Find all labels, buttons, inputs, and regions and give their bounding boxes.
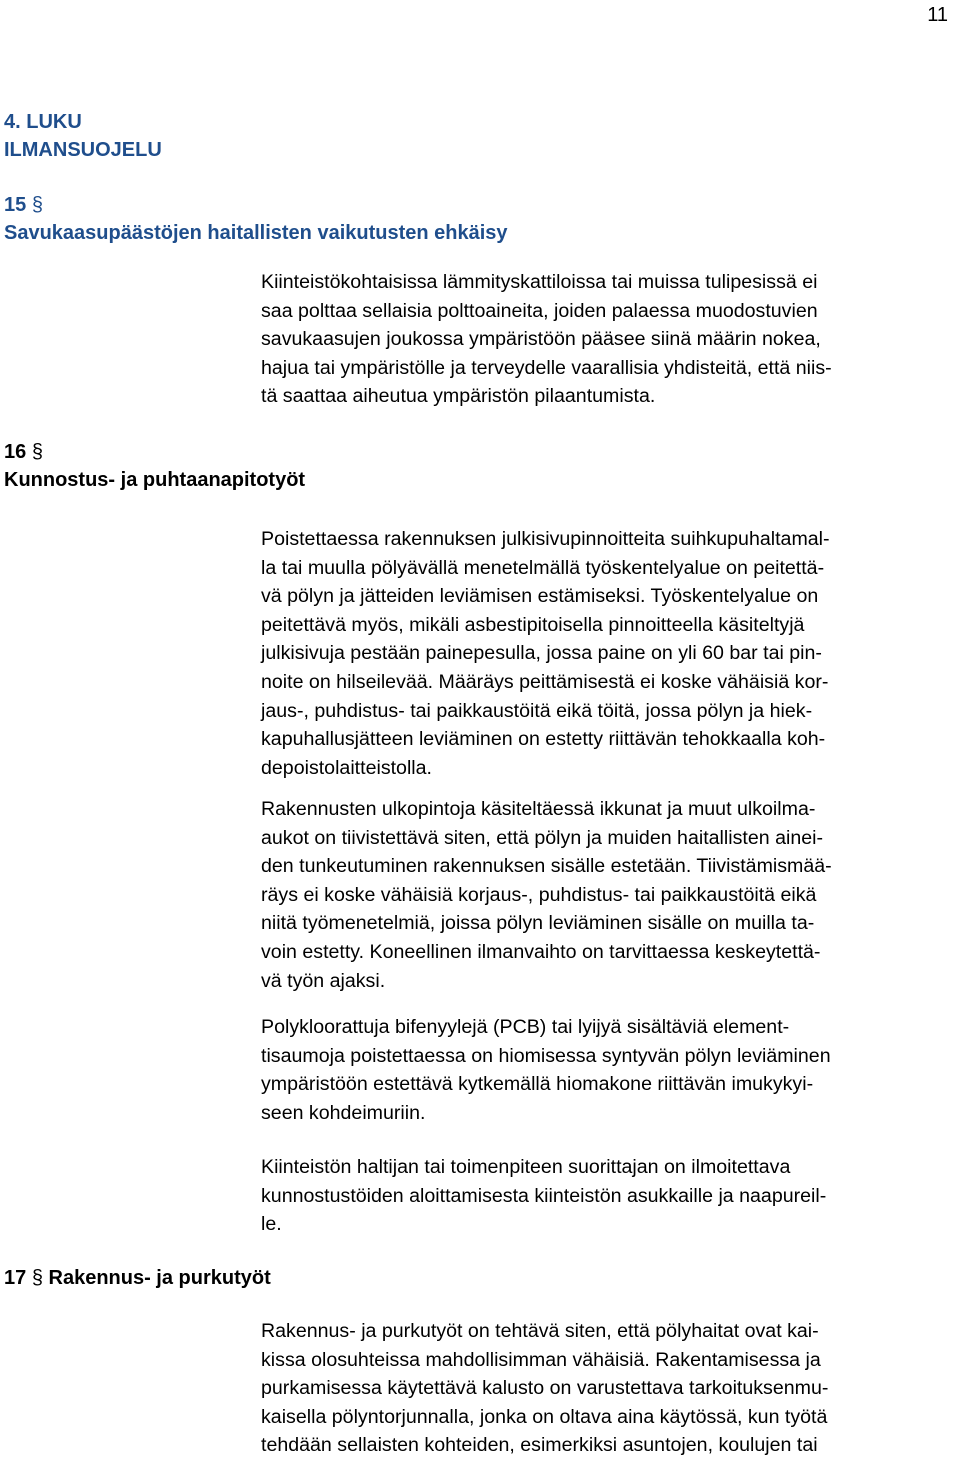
- section-17-heading: [4, 1264, 271, 1292]
- text-line: den tunkeutuminen rakennuksen sisälle estetään. Tiivistämismää-: [261, 855, 832, 878]
- text-line: niitä työmenetelmiä, joissa pölyn leviäminen sisälle on muilla ta-: [261, 912, 815, 935]
- text-line: kunnostustöiden aloittamisesta kiinteistön asukkaille ja naapureil-: [261, 1184, 827, 1207]
- text-line: peitettävä myös, mikäli asbestipitoisella pinnoitteella käsiteltyjä: [261, 613, 805, 636]
- text-line: Kiinteistökohtaisissa lämmityskattiloissa tai muissa tulipesissä ei: [261, 271, 818, 293]
- text-line: noite on hilseilevää. Määräys peittämisestä ei koske vähäisiä kor-: [261, 670, 829, 693]
- chapter-title: ILMANSUOJELU: [4, 139, 162, 161]
- paragraph-1: [261, 268, 957, 411]
- section-sign-icon: §: [31, 441, 43, 463]
- section-sign-icon: §: [31, 194, 43, 216]
- section-number: 16: [4, 441, 27, 463]
- text-line: ympäristöön estettävä kytkemällä hiomakone riittävän imukykyi-: [261, 1073, 814, 1096]
- paragraph-2: [261, 525, 957, 782]
- text-line: savukaasujen joukossa ympäristöön pääsee siinä määrin nokea,: [261, 328, 821, 351]
- section-number: 17: [4, 1267, 27, 1289]
- text-line: vä pölyn ja jätteiden leviämisen estämiseksi. Työskentelyalue on: [261, 585, 819, 608]
- text-line: saa polttaa sellaisia polttoaineita, joiden palaessa muodostuvien: [261, 299, 818, 322]
- paragraph-6: [261, 1317, 957, 1460]
- text-line: hajua tai ympäristölle ja terveydelle vaarallisia yhdisteitä, että niis-: [261, 356, 832, 379]
- section-16-title: Kunnostus- ja puhtaanapitotyöt: [4, 469, 306, 491]
- text-line: tehdään sellaisten kohteiden, esimerkiksi asuntojen, koulujen tai: [261, 1434, 818, 1457]
- text-line: Kiinteistön haltijan tai toimenpiteen suorittajan on ilmoitettava: [261, 1156, 791, 1178]
- section-15-title: Savukaasupäästöjen haitallisten vaikutusten ehkäisy: [4, 222, 508, 244]
- section-number: 15: [4, 194, 27, 216]
- text-line: seen kohdeimuriin.: [261, 1101, 426, 1124]
- text-line: voin estetty. Koneellinen ilmanvaihto on tarvittaessa keskeytettä-: [261, 940, 821, 963]
- text-line: Rakennusten ulkopintoja käsiteltäessä ikkunat ja muut ulkoilma-: [261, 798, 816, 820]
- text-line: kaisella pölyntorjunnalla, jonka on oltava aina käytössä, kun työtä: [261, 1405, 828, 1428]
- chapter-number: 4. LUKU: [4, 111, 82, 133]
- text-line: räys ei koske vähäisiä korjaus-, puhdistus- tai paikkaustöitä eikä: [261, 883, 817, 906]
- text-line: kissa olosuhteissa mahdollisimman vähäisiä. Rakentamisessa ja: [261, 1348, 821, 1371]
- text-line: le.: [261, 1213, 282, 1236]
- text-line: jaus-, puhdistus- tai paikkaustöitä eikä töitä, jossa pölyn ja hiek-: [261, 699, 813, 722]
- section-title: Rakennus- ja purkutyöt: [48, 1267, 271, 1289]
- section-16-heading: [4, 438, 43, 466]
- paragraph-5: [261, 1153, 957, 1239]
- text-line: Poistettaessa rakennuksen julkisivupinnoitteita suihkupuhaltamal-: [261, 528, 830, 550]
- paragraph-4: [261, 1013, 957, 1127]
- paragraph-3: [261, 795, 957, 995]
- section-sign-icon: §: [31, 1267, 43, 1289]
- text-line: julkisivuja pestään painepesulla, jossa paine on yli 60 bar tai pin-: [261, 642, 822, 665]
- text-line: kapuhallusjätteen leviäminen on estetty riittävän tehokkaalla koh-: [261, 728, 826, 751]
- page-number: 11: [927, 4, 948, 26]
- text-line: vä työn ajaksi.: [261, 969, 386, 992]
- text-line: la tai muulla pölyävällä menetelmällä työskentelyalue on peitettä-: [261, 556, 825, 579]
- text-line: Polykloorattuja bifenyylejä (PCB) tai lyijyä sisältäviä element-: [261, 1016, 790, 1038]
- text-line: tä saattaa aiheutua ympäristön pilaantumista.: [261, 385, 656, 408]
- text-line: aukot on tiivistettävä siten, että pölyn ja muiden haitallisten ainei-: [261, 826, 824, 849]
- text-line: Rakennus- ja purkutyöt on tehtävä siten, että pölyhaitat ovat kai-: [261, 1320, 819, 1342]
- text-line: tisaumoja poistettaessa on hiomisessa syntyvän pölyn leviäminen: [261, 1044, 831, 1067]
- section-15-heading: [4, 191, 43, 219]
- text-line: purkamisessa käytettävä kalusto on varustettava tarkoituksenmu-: [261, 1377, 829, 1400]
- text-line: depoistolaitteistolla.: [261, 756, 433, 779]
